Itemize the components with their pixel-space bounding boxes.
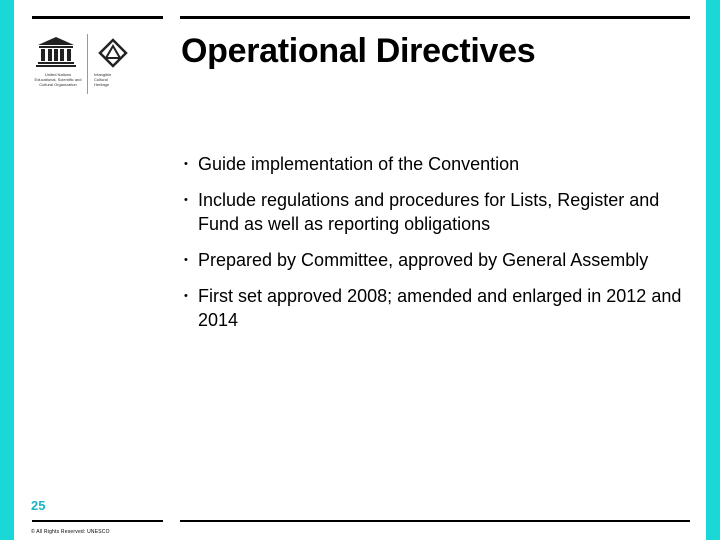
bullet-item [184,152,704,176]
bullet-text: Guide implementation of the Convention [198,154,520,174]
bottom-right-rule [180,520,690,522]
unesco-logo [32,34,142,94]
bullet-marker: • [184,158,188,170]
bullet-marker: • [184,254,188,266]
unesco-temple-icon [36,36,76,68]
top-right-rule [180,16,690,19]
bottom-left-rule [32,520,163,522]
bullet-item [184,284,704,332]
bullet-text: Prepared by Committee, approved by General Assembly [198,250,649,270]
bullet-marker: • [184,290,188,302]
slide-title: Operational Directives [181,32,536,70]
bullet-text: First set approved 2008; amended and enlarged in 2012 and 2014 [198,286,682,330]
bullet-text: Include regulations and procedures for Lists, Register and Fund as well as reporting obligations [198,190,660,234]
bullet-item [184,188,704,236]
logo-divider [87,34,88,94]
heritage-caption: Intangible Cultural Heritage [94,72,112,87]
bullet-list [184,152,704,344]
top-left-rule [32,16,163,19]
bullet-item [184,248,704,272]
slide [14,0,706,540]
intangible-heritage-icon [98,38,128,68]
page-number: 25 [31,498,46,513]
unesco-caption: United Nations Educational, Scientific and Cultural Organization [34,72,82,87]
bullet-marker: • [184,194,188,206]
copyright-notice: © All Rights Reserved: UNESCO [31,529,110,535]
